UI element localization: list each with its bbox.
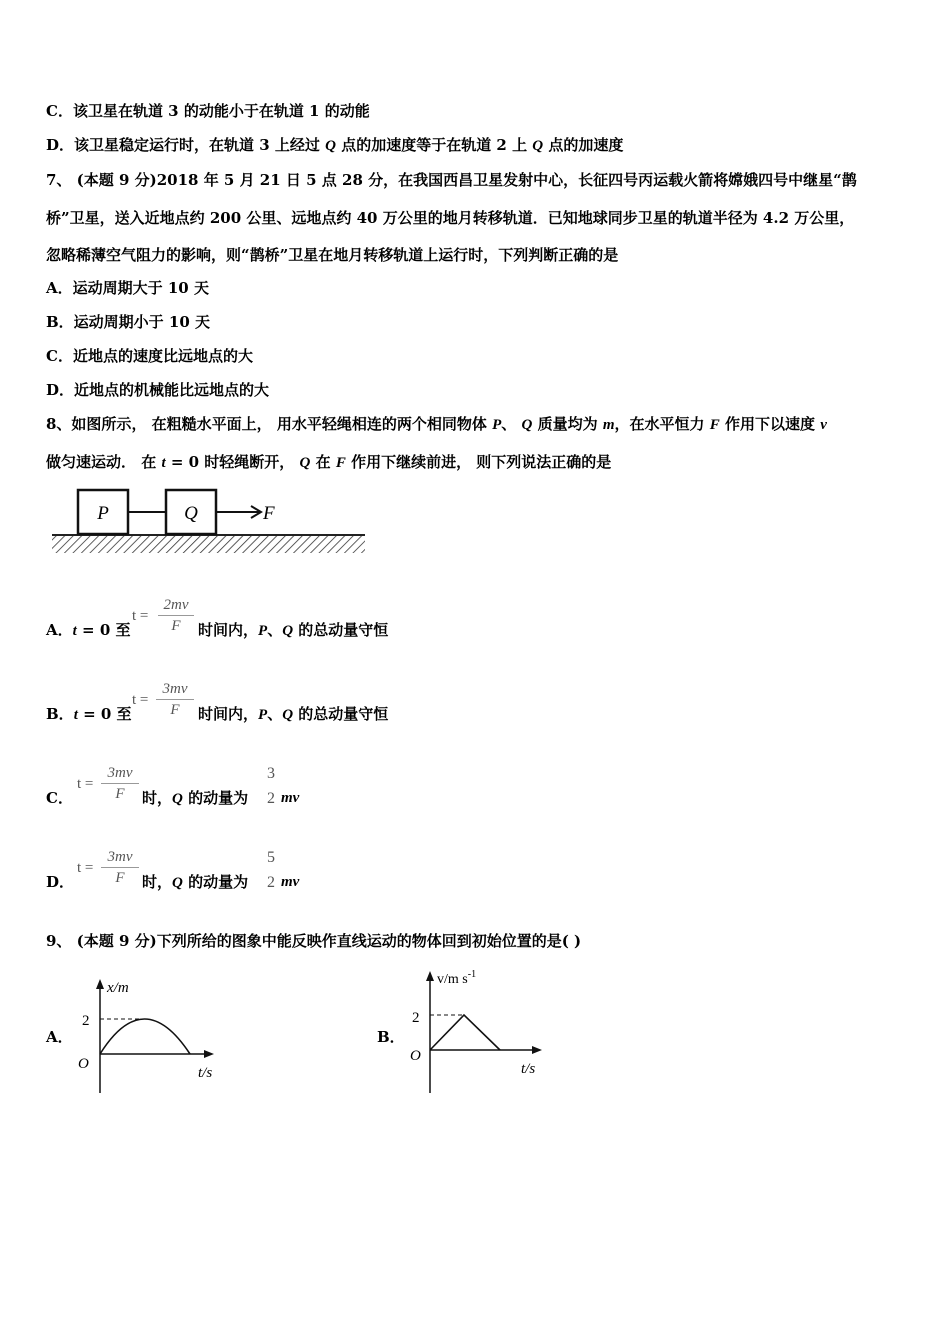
numerator: 3mv bbox=[162, 681, 188, 697]
q8-stem-line1 bbox=[46, 414, 827, 435]
fraction-bar bbox=[101, 783, 139, 784]
ground-hatch bbox=[52, 536, 365, 553]
label: B． bbox=[46, 705, 74, 723]
q7-option-d: D．近地点的机械能比远地点的大 bbox=[46, 381, 270, 399]
fraction-bar bbox=[101, 867, 139, 868]
symbol-q: Q bbox=[282, 623, 294, 639]
numerator: 3mv bbox=[107, 765, 133, 781]
y-axis-exponent: -1 bbox=[467, 969, 477, 980]
y-arrow-icon bbox=[96, 979, 104, 989]
symbol-mv: mv bbox=[281, 790, 300, 806]
symbol-t: t bbox=[73, 707, 78, 723]
q9-option-a-label: A． bbox=[46, 1028, 73, 1046]
y-axis-label: x/m bbox=[107, 980, 129, 996]
formula-t: t = bbox=[132, 692, 149, 708]
y-axis-label bbox=[437, 969, 476, 987]
parabola-curve bbox=[100, 1019, 190, 1054]
fraction-3mv-f bbox=[101, 848, 139, 887]
text: 8、如图所示， 在粗糙水平面上， 用水平轻绳相连的两个相同物体 bbox=[46, 415, 493, 433]
symbol-q: Q bbox=[282, 707, 294, 723]
q7-option-a: A．运动周期大于 10 天 bbox=[46, 279, 209, 297]
q8-option-d-text bbox=[142, 872, 248, 893]
x-arrow-icon bbox=[204, 1050, 214, 1058]
fraction-den-2: 2 bbox=[267, 790, 275, 807]
velocity-line bbox=[430, 1015, 500, 1050]
origin-label: O bbox=[410, 1048, 421, 1064]
q8-option-c-label: C． bbox=[46, 789, 73, 807]
text: 的总动量守恒 bbox=[293, 621, 389, 639]
q8-option-c-text bbox=[142, 788, 248, 809]
tick-label-2: 2 bbox=[412, 1010, 420, 1026]
text: 时， bbox=[142, 789, 173, 807]
q7-stem-line3: 忽略稀薄空气阻力的影响，则“鹊桥”卫星在地月转移轨道上运行时，下列判断正确的是 bbox=[46, 246, 619, 264]
block-p-label: P bbox=[97, 503, 109, 524]
symbol-f: F bbox=[709, 417, 720, 433]
text: 点的加速度等于在轨道 2 上 bbox=[335, 136, 533, 154]
q7-stem-line2: 桥”卫星，送入近地点约 200 公里、远地点约 40 万公里的地月转移轨道．已知地球同步卫星的轨道半径为 4.2 万公里， bbox=[46, 209, 855, 227]
text: 、 bbox=[267, 621, 283, 639]
symbol-f: F bbox=[335, 455, 346, 471]
text: = 0 至 bbox=[77, 705, 132, 723]
symbol-q: Q bbox=[172, 791, 183, 807]
formula-t: t = bbox=[77, 860, 94, 876]
text: 时间内， bbox=[198, 621, 259, 639]
text: 时间内， bbox=[198, 705, 259, 723]
origin-label: O bbox=[78, 1056, 89, 1072]
option-c-prev: C．该卫星在轨道 3 的动能小于在轨道 1 的动能 bbox=[46, 102, 370, 120]
fraction-num-5: 5 bbox=[267, 849, 275, 866]
fraction-3mv-f bbox=[156, 680, 194, 719]
text: 作用下以速度 bbox=[719, 415, 821, 433]
text: 在 bbox=[310, 453, 336, 471]
symbol-t: t bbox=[72, 623, 77, 639]
denominator: F bbox=[115, 786, 125, 802]
text: 作用下继续前进， 则下列说法正确的是 bbox=[345, 453, 612, 471]
symbol-p: P bbox=[492, 417, 502, 433]
q8-option-a-label bbox=[46, 620, 131, 641]
y-arrow-icon bbox=[426, 971, 434, 981]
x-axis-label: t/s bbox=[198, 1065, 213, 1081]
q8-figure bbox=[48, 484, 370, 560]
fraction-2mv-f bbox=[158, 596, 194, 635]
q9-stem: 9、 (本题 9 分)下列所给的图象中能反映作直线运动的物体回到初始位置的是( ) bbox=[46, 932, 582, 950]
symbol-mv: mv bbox=[281, 874, 300, 890]
q8-stem-line2 bbox=[46, 452, 611, 473]
fraction-num-3: 3 bbox=[267, 765, 275, 782]
text: 的动量为 bbox=[182, 789, 249, 807]
text: D．该卫星稳定运行时，在轨道 3 上经过 bbox=[46, 136, 326, 154]
q8-option-b-label bbox=[46, 704, 132, 725]
x-arrow-icon bbox=[532, 1046, 542, 1054]
text: 的总动量守恒 bbox=[293, 705, 389, 723]
text: 做匀速运动． 在 bbox=[46, 453, 162, 471]
q8-option-b-text bbox=[198, 704, 388, 725]
q9-graph-a bbox=[74, 975, 224, 1097]
block-q-label: Q bbox=[184, 503, 198, 524]
text: = 0 至 bbox=[76, 621, 131, 639]
symbol-q: Q bbox=[532, 138, 544, 154]
numerator: 2mv bbox=[163, 597, 189, 613]
text: 质量均为 bbox=[532, 415, 603, 433]
numerator: 3mv bbox=[107, 849, 133, 865]
q8-option-a-text bbox=[198, 620, 388, 641]
symbol-q: Q bbox=[172, 875, 183, 891]
q9-graph-b bbox=[404, 965, 554, 1097]
y-axis-unit: v/m s bbox=[437, 972, 468, 987]
q8-option-d-label: D． bbox=[46, 873, 75, 891]
q7-stem-line1: 7、 (本题 9 分)2018 年 5 月 21 日 5 点 28 分，在我国西昌卫星发射中心，长征四号丙运载火箭将嫦娥四号中继星“鹊 bbox=[46, 171, 857, 189]
formula-t: t = bbox=[77, 776, 94, 792]
denominator: F bbox=[115, 870, 125, 886]
fraction-bar bbox=[158, 615, 194, 616]
force-label: F bbox=[263, 503, 275, 524]
formula-t: t = bbox=[132, 608, 149, 624]
q7-option-b: B．运动周期小于 10 天 bbox=[46, 313, 210, 331]
denominator: F bbox=[170, 702, 180, 718]
text: 、 bbox=[501, 415, 522, 433]
symbol-v: v bbox=[820, 417, 827, 433]
x-axis-label: t/s bbox=[521, 1061, 536, 1077]
label: A． bbox=[46, 621, 73, 639]
symbol-q: Q bbox=[521, 417, 533, 433]
text: = 0 时轻绳断开， bbox=[165, 453, 300, 471]
option-d-prev bbox=[46, 135, 623, 156]
symbol-p: P bbox=[258, 623, 268, 639]
fraction-den-2: 2 bbox=[267, 874, 275, 891]
q7-option-c: C．近地点的速度比远地点的大 bbox=[46, 347, 253, 365]
text: 的动量为 bbox=[182, 873, 249, 891]
text: 点的加速度 bbox=[543, 136, 624, 154]
text: 时， bbox=[142, 873, 173, 891]
symbol-q: Q bbox=[299, 455, 311, 471]
fraction-bar bbox=[156, 699, 194, 700]
denominator: F bbox=[171, 618, 181, 634]
symbol-q: Q bbox=[325, 138, 336, 154]
symbol-p: P bbox=[258, 707, 268, 723]
symbol-t: t bbox=[161, 455, 166, 471]
fraction-3mv-f bbox=[101, 764, 139, 803]
text: ，在水平恒力 bbox=[614, 415, 710, 433]
text: 、 bbox=[267, 705, 283, 723]
q9-option-b-label: B． bbox=[377, 1028, 405, 1046]
symbol-m: m bbox=[602, 417, 615, 433]
tick-label-2: 2 bbox=[82, 1013, 90, 1029]
